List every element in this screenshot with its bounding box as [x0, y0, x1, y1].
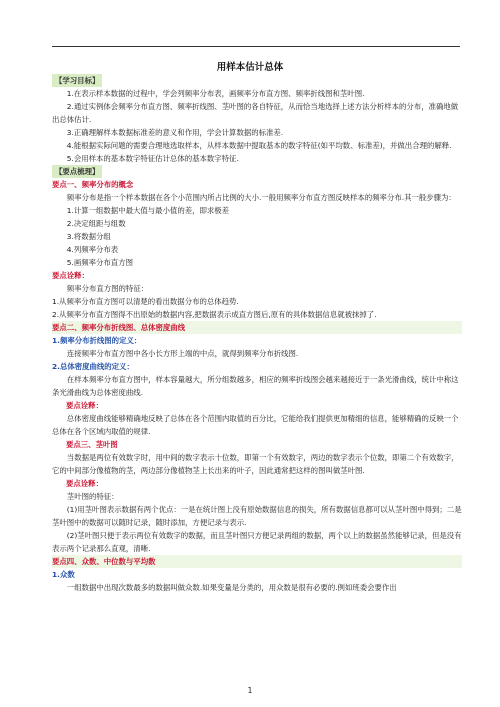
point4-heading: 要点四、众数、中位数与平均数	[52, 555, 462, 568]
goal-item: 1.在表示样本数据的过程中，学会列频率分布表，画频率分布直方图、频率折线图和茎叶图.	[66, 89, 365, 98]
note1-item: 2.从频率分布直方图得不出原始的数据内容,把数据表示成直方图后,原有的具体数据信息就被抹掉了.	[52, 310, 377, 319]
point1-body: 频率分布是指一个样本数据在各个小范围内所占比例的大小.一般用频率分布直方图反映样本的频率分布.其一般步骤为：	[66, 193, 456, 202]
point2-sub1-heading: 1.频率分布折线图的定义：	[52, 336, 142, 345]
document-title: 用样本估计总体	[216, 62, 284, 73]
note3-item: (1)用茎叶图表示数据有两个优点：一是在统计图上没有原始数据信息的损失，所有数据信息都可以从茎叶图中得到；二是茎叶图中的数据可以随时记录，随时添加，方便记录与表示.	[52, 505, 462, 527]
point4-sub1-body: 一组数据中出现次数最多的数据叫做众数.如果变量是分类的，用众数是很有必要的.例如班委会要作出	[66, 583, 397, 592]
note2-body: 总体密度曲线能够精确地反映了总体在各个范围内取值的百分比，它能给我们提供更加精细的信息，能够精确的反映一个总体在各个区域内取值的规律.	[52, 414, 459, 436]
goal-item: 5.会用样本的基本数字特征估计总体的基本数字特征.	[66, 154, 239, 163]
goal-item: 2.通过实例体会频率分布直方图、频率折线图、茎叶图的各自特征，从而恰当地选择上述方法分析样本的分布，准确地做出总体估计.	[52, 102, 459, 124]
goal-item: 3.正确理解样本数据标准差的意义和作用，学会计算数据的标准差.	[66, 128, 284, 137]
step-item: 4.列频率分布表	[66, 245, 119, 254]
step-item: 5.画频率分布直方图	[66, 258, 133, 267]
top-rule	[52, 46, 460, 47]
goal-item: 4.能根据实际问题的需要合理地选取样本，从样本数据中提取基本的数字特征(如平均数、标准差)，并做出合理的解释.	[66, 141, 452, 150]
note3-heading: 要点诠释：	[66, 479, 103, 488]
page-number: 1	[247, 686, 253, 695]
note2-heading: 要点诠释：	[66, 401, 103, 410]
point3-heading: 要点三、茎叶图	[66, 440, 118, 449]
point2-sub2-heading: 2.总体密度曲线的定义：	[52, 362, 134, 371]
note1-heading: 要点诠释：	[52, 271, 89, 280]
point2-heading: 要点二、频率分布折线图、总体密度曲线	[52, 321, 462, 334]
note3-intro: 茎叶图的特征：	[66, 492, 119, 501]
step-item: 2.决定组距与组数	[66, 219, 126, 228]
point4-sub1-heading: 1.众数	[52, 570, 75, 579]
document-body	[52, 74, 462, 594]
point2-sub2-body: 在样本频率分布直方图中，样本容量越大，所分组数越多，相应的频率折线图会越来越接近于一条光滑曲线，统计中称这条光滑曲线为总体密度曲线.	[52, 375, 459, 397]
point2-sub1-body: 连接频率分布直方图中各小长方形上端的中点，就得到频率分布折线图.	[66, 349, 299, 358]
step-item: 3.将数据分组	[66, 232, 111, 241]
note1-item: 1.从频率分布直方图可以清楚的看出数据分布的总体趋势.	[52, 297, 239, 306]
point3-body: 当数据是两位有效数字时，用中间的数字表示十位数，即第一个有效数字，两边的数字表示个位数，即第二个有效数字，它的中间部分像植物的茎，两边部分像植物茎上长出来的叶子，因此通常把这样的图叫做茎叶图.	[52, 453, 459, 475]
note1-intro: 频率分布直方图的特征：	[66, 284, 149, 293]
step-item: 1.计算一组数据中最大值与最小值的差，即求极差	[66, 206, 230, 215]
point1-heading: 要点一、频率分布的概念	[52, 180, 134, 189]
learning-goals-heading: 【学习目标】	[52, 74, 102, 87]
key-points-heading: 【要点梳理】	[52, 165, 102, 178]
note3-item: (2)茎叶图只便于表示两位有效数字的数据，而且茎叶图只方便记录两组的数据，两个以上的数据虽然能够记录，但是没有表示两个记录那么直观，清晰.	[52, 531, 462, 553]
